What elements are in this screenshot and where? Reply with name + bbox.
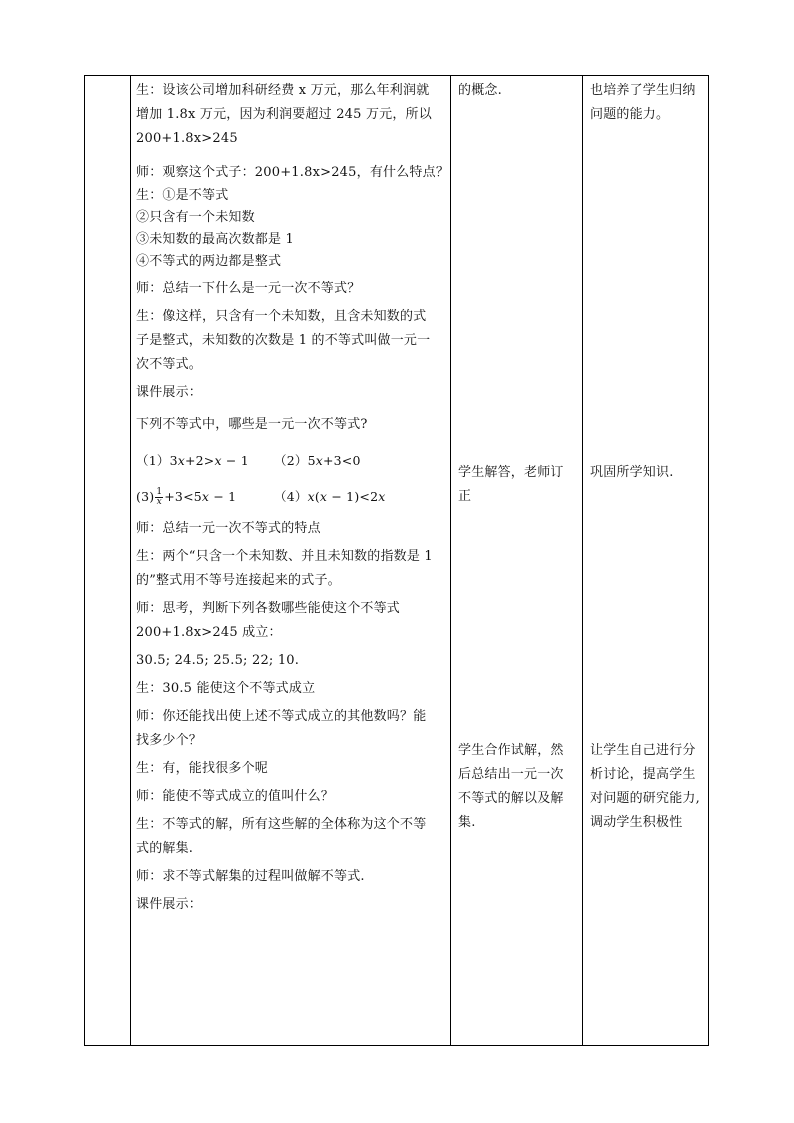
fraction: $\frac{1}{x}$	[156, 487, 163, 507]
exercise-item-4: （4）x(x − 1)<2x	[274, 489, 386, 504]
text-line: 集.	[458, 815, 476, 830]
text-line: 生：有，能找很多个呢	[136, 761, 269, 776]
exercise-item-2: （2）5x+3<0	[274, 453, 361, 468]
text-line: 让学生自己进行分	[590, 743, 696, 758]
text-line: 生：30.5 能使这个不等式成立	[136, 681, 316, 696]
design-intent-column	[590, 79, 706, 835]
text-line: 师：观察这个式子：200+1.8x>245，有什么特点？	[136, 165, 450, 180]
exercise-item-3: (3) $\frac{1}{x}$ +3<5x − 1	[136, 487, 237, 507]
text-line: 师：思考，判断下列各数哪些能使这个不等式	[136, 601, 401, 616]
text-line: 次不等式。	[136, 357, 203, 372]
column-divider	[450, 76, 451, 1045]
exercise-row-2	[136, 481, 446, 509]
teaching-process-column	[136, 79, 450, 917]
text-line: 也培养了学生归纳	[590, 83, 696, 98]
text-line: 对问题的研究能力,	[590, 791, 700, 806]
text-line: 200+1.8x>245	[136, 131, 238, 146]
text-line: 后总结出一元一次	[458, 767, 564, 782]
text-line: 200+1.8x>245 成立：	[136, 625, 282, 640]
column-divider	[582, 76, 583, 1045]
text-line: 子是整式，未知数的次数是 1 的不等式叫做一元一	[136, 333, 431, 348]
text-line: 生：①是不等式	[136, 188, 229, 203]
column-divider	[130, 76, 131, 1045]
text-line: 师：你还能找出使上述不等式成立的其他数吗？能	[136, 709, 427, 724]
exercise-prompt: 下列不等式中，哪些是一元一次不等式?	[136, 417, 368, 432]
text-line: 师：求不等式解集的过程叫做解不等式.	[136, 869, 365, 884]
text-line: 30.5; 24.5; 25.5; 22; 10.	[136, 653, 300, 668]
text-line: 课件展示：	[136, 897, 203, 912]
student-activity-column	[458, 79, 580, 835]
text-line: 课件展示：	[136, 385, 203, 400]
text-line: 学生合作试解，然	[458, 743, 564, 758]
text-line: 增加 1.8x 万元，因为利润要超过 245 万元，所以	[136, 107, 432, 122]
text-line: ③未知数的最高次数都是 1	[136, 232, 295, 247]
lesson-table	[84, 75, 709, 1046]
text-line: 师：总结一下什么是一元一次不等式？	[136, 281, 361, 296]
exercise-item-1: （1）3x+2>x − 1	[136, 453, 249, 468]
text-line: 调动学生积极性	[590, 815, 683, 830]
text-line: 式的解集.	[136, 841, 194, 856]
text-line: 生：两个“只含一个未知数、并且未知数的指数是 1	[136, 549, 433, 564]
text-line: 巩固所学知识.	[590, 465, 674, 480]
exercise-row-1	[136, 445, 446, 473]
text-line: 师：总结一元一次不等式的特点	[136, 521, 321, 536]
text-line: 的概念.	[458, 83, 502, 98]
text-line: 师：能使不等式成立的值叫什么？	[136, 789, 335, 804]
text-line: ②只含有一个未知数	[136, 210, 255, 225]
text-line: 找多少个？	[136, 733, 203, 748]
text-line: 正	[458, 489, 472, 504]
text-line: 的”整式用不等号连接起来的式子。	[136, 573, 341, 588]
text-line: 生：设该公司增加科研经费 x 万元，那么年利润就	[136, 83, 430, 98]
text-line: 不等式的解以及解	[458, 791, 564, 806]
text-line: 问题的能力。	[590, 107, 670, 122]
text-line: 学生解答，老师订	[458, 465, 564, 480]
text-line: 析讨论，提高学生	[590, 767, 696, 782]
text-line: 生：像这样，只含有一个未知数，且含未知数的式	[136, 309, 427, 324]
text-line: ④不等式的两边都是整式	[136, 254, 282, 269]
text-line: 生：不等式的解，所有这些解的全体称为这个不等	[136, 817, 427, 832]
